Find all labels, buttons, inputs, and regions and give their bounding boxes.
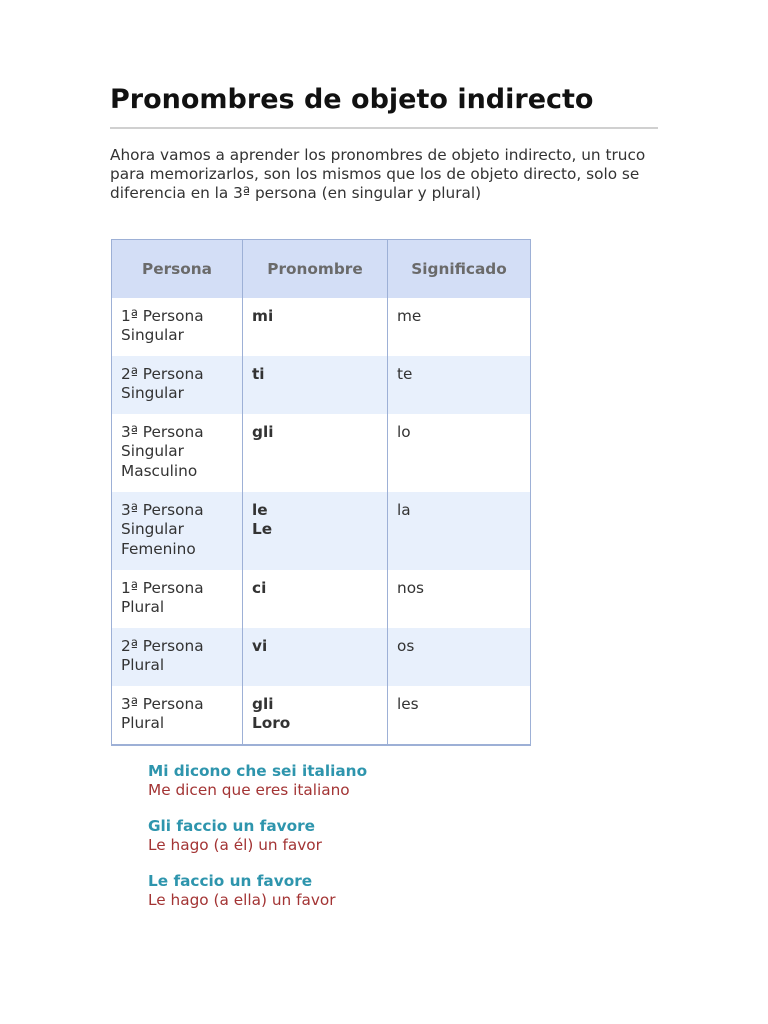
intro-paragraph: Ahora vamos a aprender los pronombres de objeto indirecto, un truco para memorizarlos, son los mismos que los de objeto directo, solo se diferencia en la 3ª persona (en singular y plural) <box>110 146 646 203</box>
cell-significado: os <box>388 628 531 686</box>
header-significado-label: Significado <box>411 259 507 278</box>
cell-pronombre <box>243 492 388 570</box>
cell-significado: me <box>388 298 531 356</box>
cell-persona <box>112 356 243 414</box>
examples-list <box>148 762 367 926</box>
table-row <box>112 356 531 414</box>
table-header-row <box>112 240 531 299</box>
pronombre-line: gli <box>252 695 274 713</box>
persona-line: Singular <box>121 384 184 403</box>
example-spanish: Le hago (a ella) un favor <box>148 891 336 910</box>
example-italian: Mi dicono che sei italiano <box>148 762 368 780</box>
pronombre-line: vi <box>252 637 268 655</box>
pronombre-line: ci <box>252 579 267 597</box>
table-row <box>112 492 531 570</box>
persona-line: 2ª Persona <box>121 365 204 383</box>
example-spanish: Le hago (a él) un favor <box>148 836 322 855</box>
cell-persona <box>112 570 243 628</box>
cell-persona <box>112 628 243 686</box>
pronombre-line: gli <box>252 423 274 441</box>
cell-pronombre <box>243 628 388 686</box>
cell-pronombre <box>243 686 388 745</box>
cell-pronombre <box>243 356 388 414</box>
persona-line: 2ª Persona <box>121 637 204 655</box>
header-persona: Persona <box>112 240 243 299</box>
cell-pronombre <box>243 414 388 492</box>
pronombre-line: ti <box>252 365 265 383</box>
table-row <box>112 686 531 745</box>
persona-line: Plural <box>121 656 165 675</box>
persona-line: Masculino <box>121 461 198 480</box>
persona-line: 1ª Persona <box>121 307 204 325</box>
cell-persona <box>112 298 243 356</box>
pronombre-line: mi <box>252 307 274 325</box>
table-body <box>112 298 531 745</box>
example-item <box>148 872 367 911</box>
example-item <box>148 817 367 856</box>
page-title: Pronombres de objeto indirecto <box>110 84 594 115</box>
example-italian: Le faccio un favore <box>148 871 313 890</box>
persona-line: Singular <box>121 520 184 539</box>
cell-persona <box>112 414 243 492</box>
pronouns-table <box>111 239 531 746</box>
example-italian: Gli faccio un favore <box>148 816 316 835</box>
persona-line: 1ª Persona <box>121 579 204 597</box>
cell-persona <box>112 686 243 745</box>
persona-line: Plural <box>121 714 165 733</box>
cell-significado: les <box>388 686 531 745</box>
cell-persona <box>112 492 243 570</box>
persona-line: 3ª Persona <box>121 501 204 519</box>
header-pronombre: Pronombre <box>243 240 388 299</box>
pronombre-line: Le <box>252 520 273 539</box>
cell-significado: lo <box>388 414 531 492</box>
table-row <box>112 628 531 686</box>
persona-line: 3ª Persona <box>121 695 204 713</box>
persona-line: Singular <box>121 442 184 461</box>
cell-significado: la <box>388 492 531 570</box>
cell-pronombre <box>243 570 388 628</box>
persona-line: Singular <box>121 326 184 345</box>
pronombre-line: le <box>252 501 268 519</box>
table-row <box>112 298 531 356</box>
header-significado <box>388 240 531 299</box>
persona-line: Femenino <box>121 539 196 558</box>
table-row <box>112 414 531 492</box>
table-row <box>112 570 531 628</box>
persona-line: 3ª Persona <box>121 423 204 441</box>
cell-pronombre <box>243 298 388 356</box>
example-spanish: Me dicen que eres italiano <box>148 781 350 800</box>
cell-significado: nos <box>388 570 531 628</box>
example-item <box>148 762 367 801</box>
cell-significado: te <box>388 356 531 414</box>
title-divider <box>110 127 658 129</box>
pronombre-line: Loro <box>252 714 291 733</box>
persona-line: Plural <box>121 598 165 617</box>
